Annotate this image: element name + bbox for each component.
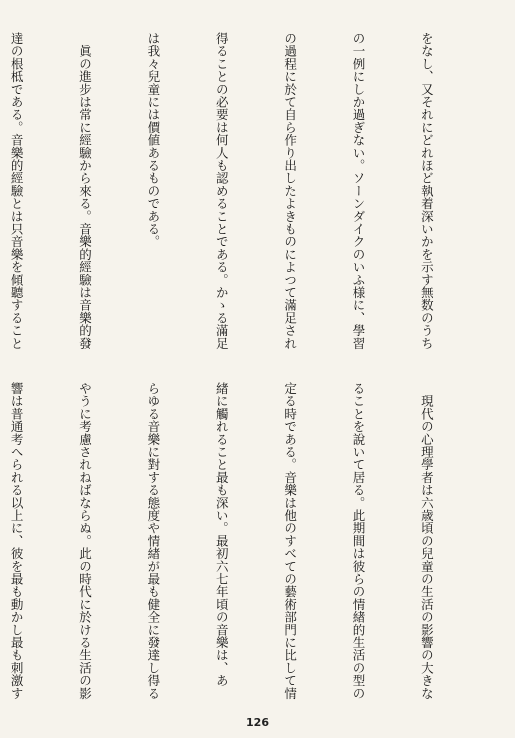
text-column: 得ることの必要は何人も認めることである。かゝる滿足 bbox=[214, 32, 230, 350]
text-column: ることを說いて居る。此期間は彼らの情緖的生活の型の bbox=[351, 382, 367, 700]
text-column: 現代の心理學者は六歳頃の兒童の生活の影響の大きな bbox=[419, 382, 435, 700]
upper-text-block bbox=[9, 32, 483, 364]
text-column: をなし、又それにどれほど執着深いかを示す無数のうち bbox=[419, 32, 435, 350]
text-column: 定る時である。音樂は他のすべての藝術部門に比して情 bbox=[282, 382, 298, 700]
text-column: 響は普通考へられる以上に、彼を最も動かし最も刺激す bbox=[9, 382, 25, 700]
text-column: 緖に觸れること最も深い。最初六七年頃の音樂は、あ bbox=[214, 382, 230, 687]
text-column: 達の根柢である。音樂的經驗とは只音樂を傾聽すること bbox=[9, 32, 25, 350]
text-column: は我々兒童には價値あるものである。 bbox=[145, 32, 161, 248]
text-column: らゆる音樂に對する態度や情緖が最も健全に發達し得る bbox=[145, 382, 161, 700]
text-column: の一例にしか過ぎない。ソーンダイクのいふ様に、學習 bbox=[351, 32, 367, 350]
text-column: の過程に於て自ら作り出したよきものによつて滿足され bbox=[282, 32, 298, 350]
page-number: 126 bbox=[246, 716, 269, 729]
text-column: やうに考慮されねばならぬ。此の時代に於ける生活の影 bbox=[77, 382, 93, 700]
text-column: 眞の進步は常に經驗から來る。音樂的經驗は音樂的發 bbox=[77, 32, 93, 350]
lower-text-block bbox=[9, 382, 483, 708]
